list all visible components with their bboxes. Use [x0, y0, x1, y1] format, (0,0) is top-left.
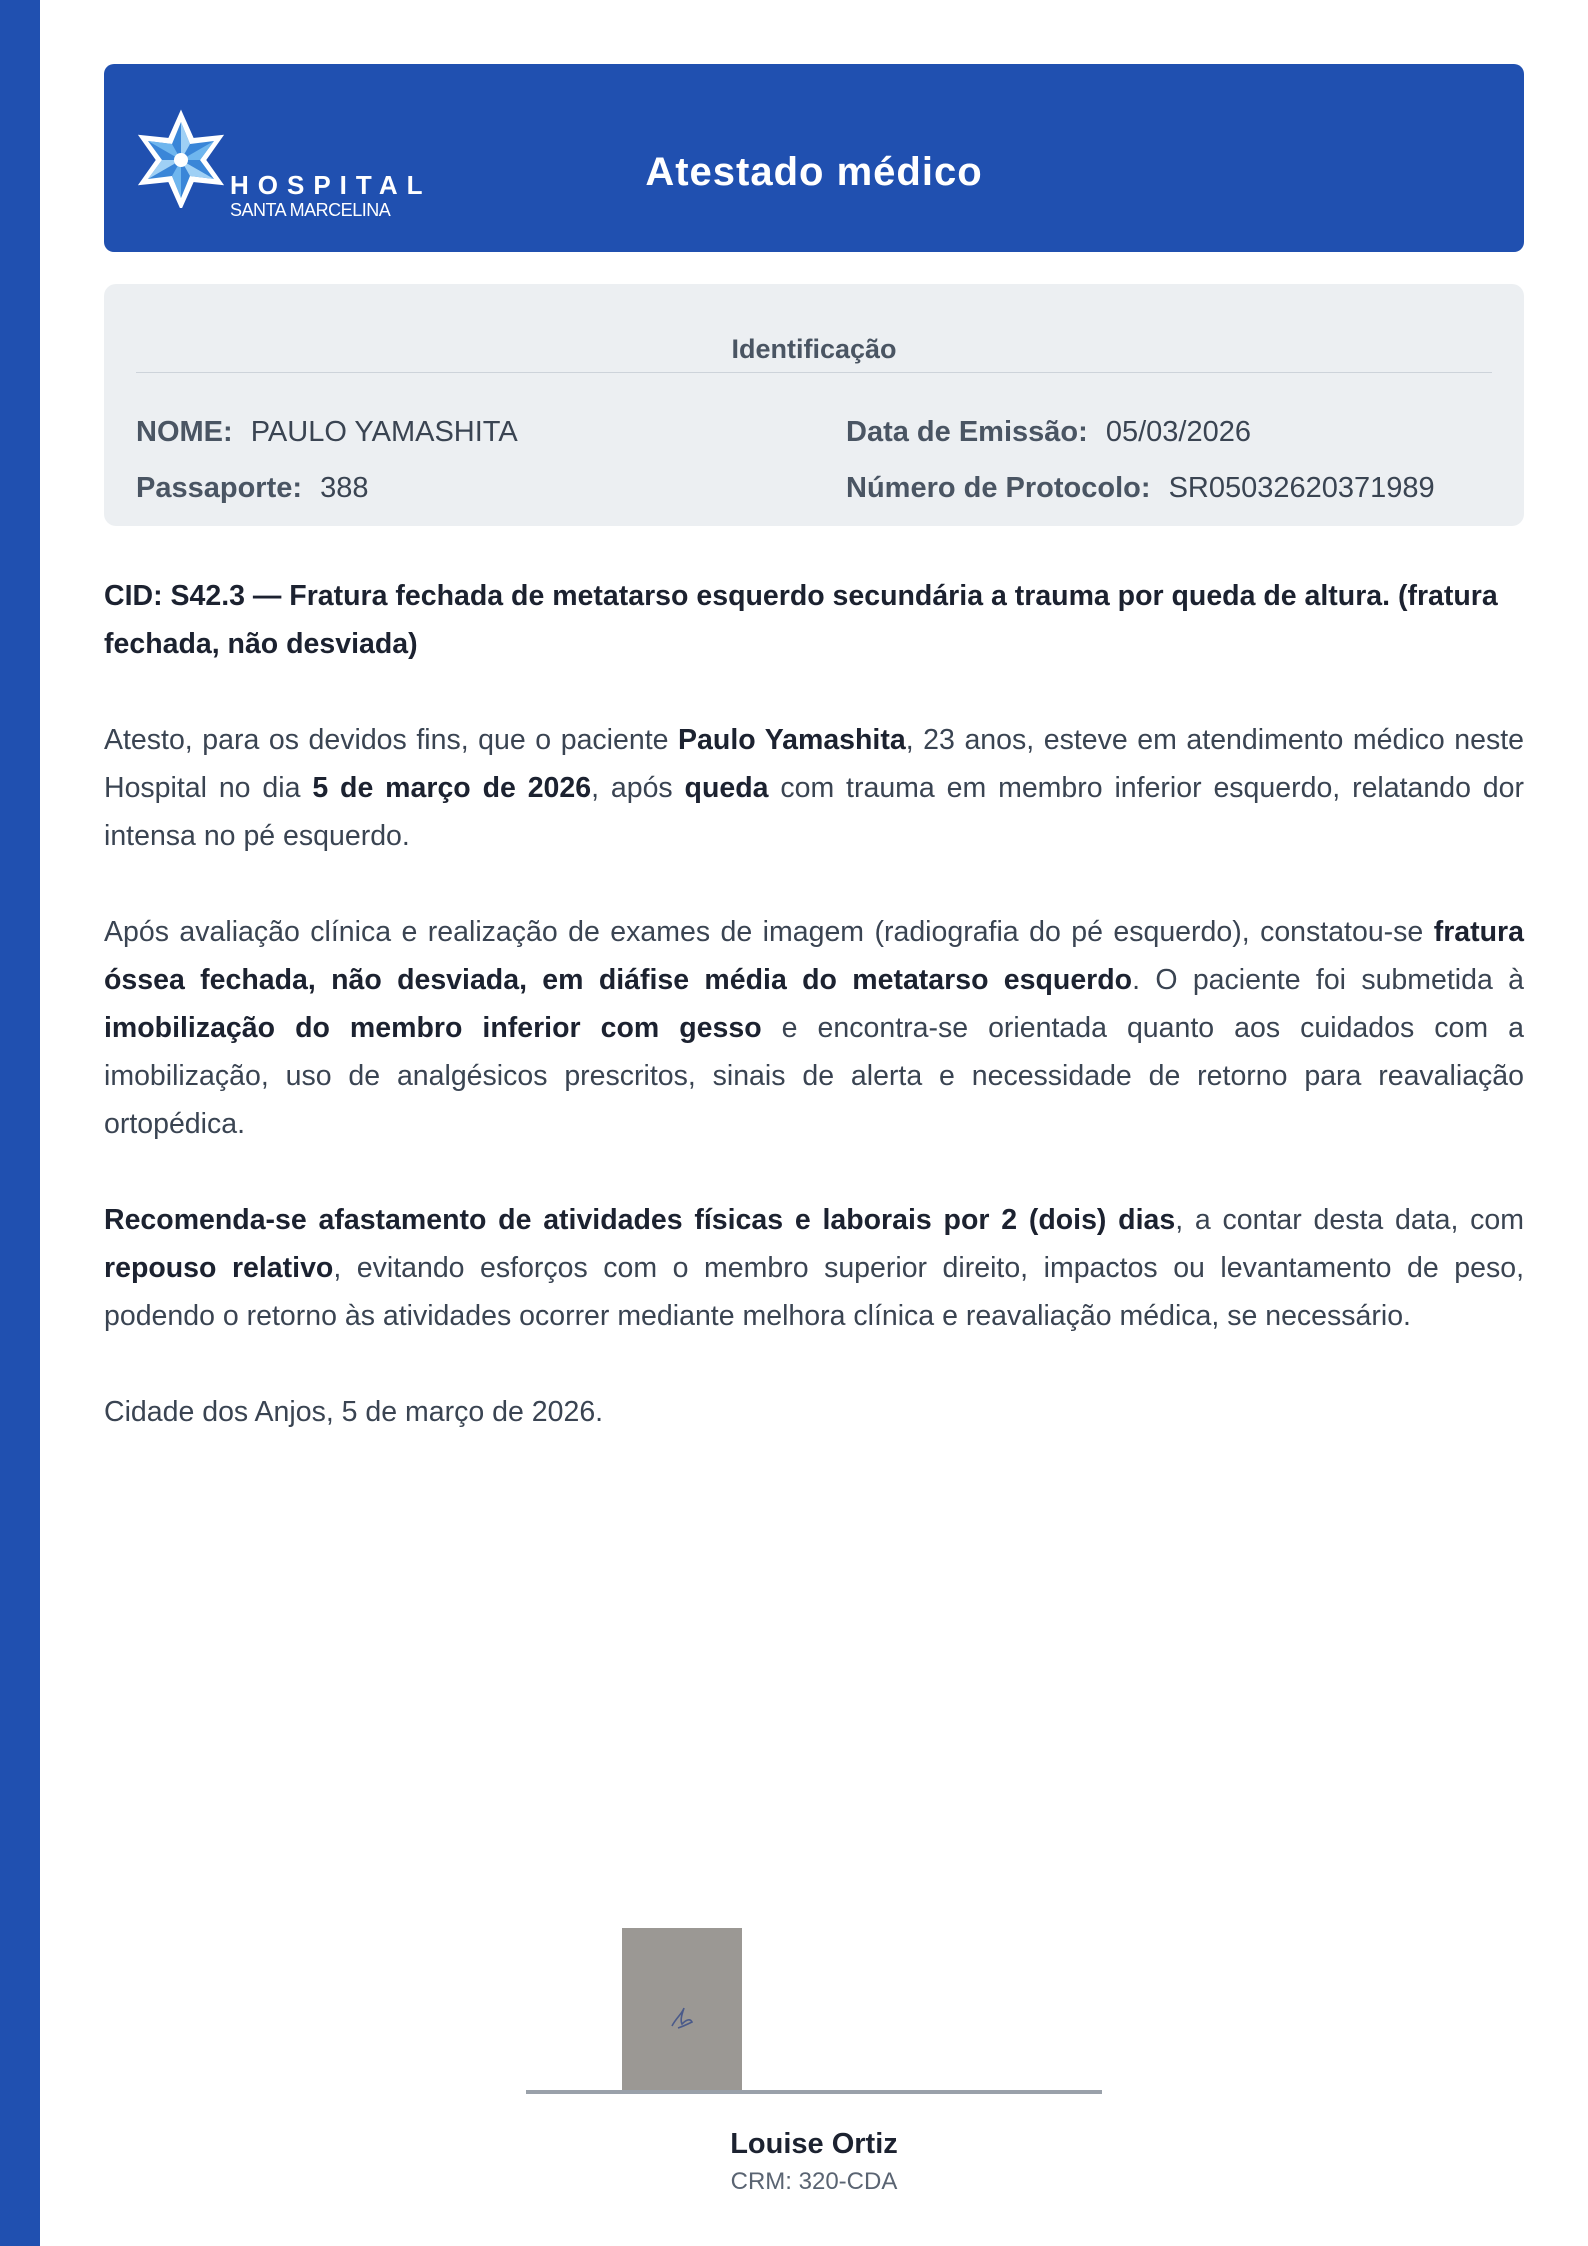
paragraph-recommendation: Recomenda-se afastamento de atividades físicas e laborais por 2 (dois) dias, a contar desta data, com repouso relativo, evitando esforços com o membro superior direito, impactos ou levantamento de peso, podendo o retorno às atividades ocorrer mediante melhora clínica e reavaliação médica, se necessário. — [104, 1204, 1524, 1332]
signature-block — [526, 1928, 1102, 2208]
doctor-name: Louise Ortiz — [730, 2128, 898, 2160]
paragraph-diagnosis: Após avaliação clínica e realização de exames de imagem (radiografia do pé esquerdo), constatou-se fratura óssea fechada, não desviada, em diáfise média do metatarso esquerdo. O paciente foi submetida à imobilização do membro inferior com gesso e encontra-se orientada quanto aos cuidados com a imobilização, uso de analgésicos prescritos, sinais de alerta e necessidade de retorno para reavaliação ortopédica. — [104, 916, 1524, 1140]
protocol-label: Número de Protocolo: — [846, 472, 1151, 504]
signature-scribble-icon — [622, 1928, 742, 2090]
logo-subtext: SANTA MARCELINA — [230, 200, 391, 220]
patient-name-field — [136, 418, 518, 447]
signature-line — [526, 2090, 1102, 2094]
document-title: Atestado médico — [645, 150, 983, 194]
side-stripe — [0, 0, 40, 2246]
passport-value: 388 — [320, 472, 369, 504]
identification-divider — [136, 372, 1492, 373]
identification-panel — [104, 284, 1524, 526]
doctor-crm: CRM: 320-CDA — [730, 2168, 898, 2195]
protocol-value: SR05032620371989 — [1168, 472, 1435, 504]
header-banner — [104, 64, 1524, 252]
cid-diagnosis: CID: S42.3 — Fratura fechada de metatarso esquerdo secundária a trauma por queda de altura. (fratura fechada, não desviada) — [104, 580, 1498, 660]
patient-name-label: NOME: — [136, 416, 233, 448]
signature-image — [622, 1928, 742, 2090]
issue-date-field — [846, 418, 1251, 447]
identification-title: Identificação — [731, 334, 897, 364]
paragraph-attendance: Atesto, para os devidos fins, que o paciente Paulo Yamashita, 23 anos, esteve em atendimento médico neste Hospital no dia 5 de março de 2026, após queda com trauma em membro inferior esquerdo, relatando dor intensa no pé esquerdo. — [104, 724, 1525, 852]
logo-word: HOSPITAL — [230, 170, 432, 200]
place-and-date: Cidade dos Anjos, 5 de março de 2026. — [104, 1396, 604, 1428]
passport-label: Passaporte: — [136, 472, 303, 504]
issue-date-label: Data de Emissão: — [846, 416, 1088, 448]
passport-field — [136, 474, 368, 503]
patient-name-value: PAULO YAMASHITA — [250, 416, 518, 448]
protocol-field — [846, 474, 1435, 503]
issue-date-value: 05/03/2026 — [1105, 416, 1251, 448]
